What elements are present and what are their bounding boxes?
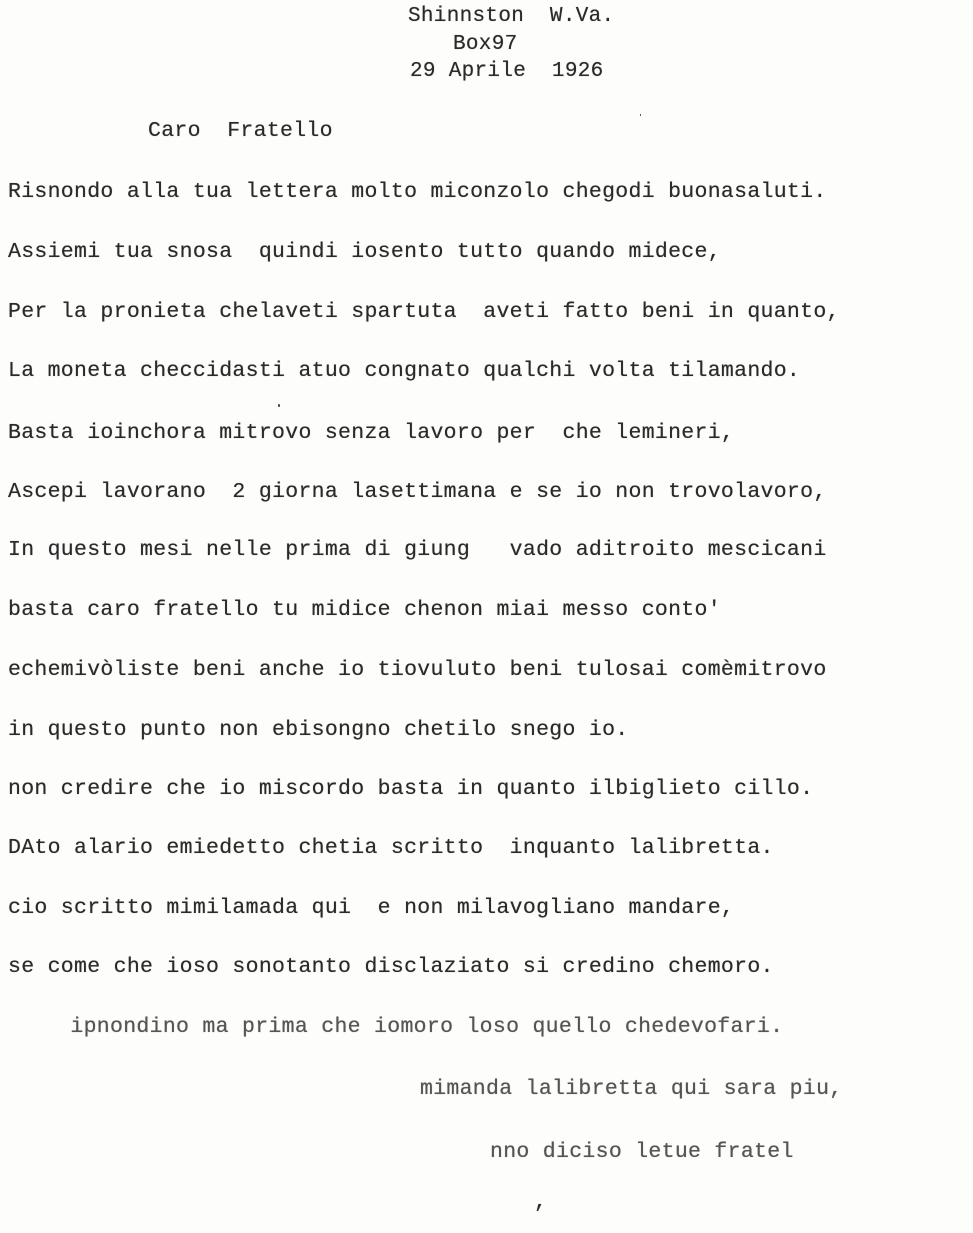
body-line-14: se come che ioso sonotanto disclaziato si credino chemoro. [8, 955, 774, 979]
body-line-10: in questo punto non ebisongno chetilo snego io. [8, 718, 629, 742]
closing-line-1: ipnondino ma prima che iomoro loso quello chedevofari. [44, 1015, 784, 1039]
body-line-1: Risnondo alla tua lettera molto miconzolo chegodi buonasaluti. [8, 180, 827, 204]
scan-speck [640, 114, 641, 116]
header-box: Box97 [453, 33, 518, 56]
scan-speck [278, 404, 280, 407]
body-line-5: Basta ioinchora mitrovo senza lavoro per che lemineri, [8, 421, 735, 445]
body-line-8: basta caro fratello tu midice chenon miai messo conto' [8, 598, 721, 622]
body-line-2: Assiemi tua snosa quindi iosento tutto quando midece, [8, 240, 721, 264]
salutation: Caro Fratello [148, 119, 333, 143]
closing-line-2: mimanda lalibretta qui sara piu, [420, 1077, 843, 1101]
body-line-11: non credire che io miscordo basta in quanto ilbiglieto cillo. [8, 777, 814, 801]
body-line-3: Per la pronieta chelaveti spartuta aveti fatto beni in quanto, [8, 300, 840, 324]
trailing-mark: , [534, 1190, 548, 1214]
body-line-7: In questo mesi nelle prima di giung vado aditroito mescicani [8, 538, 827, 562]
body-line-9: echemivòliste beni anche io tiovuluto beni tulosai comèmitrovo [8, 658, 827, 682]
body-line-13: cio scritto mimilamada qui e non milavogliano mandare, [8, 896, 735, 920]
body-line-6: Ascepi lavorano 2 giorna lasettimana e se io non trovolavoro, [8, 480, 827, 504]
body-line-4: La moneta checcidasti atuo congnato qualchi volta tilamando. [8, 359, 801, 383]
closing-line-3: nno diciso letue fratel [490, 1140, 794, 1164]
header-date: 29 Aprile 1926 [410, 60, 604, 83]
body-line-12: DAto alario emiedetto chetia scritto inquanto lalibretta. [8, 836, 774, 860]
header-place: Shinnston W.Va. [408, 5, 615, 28]
